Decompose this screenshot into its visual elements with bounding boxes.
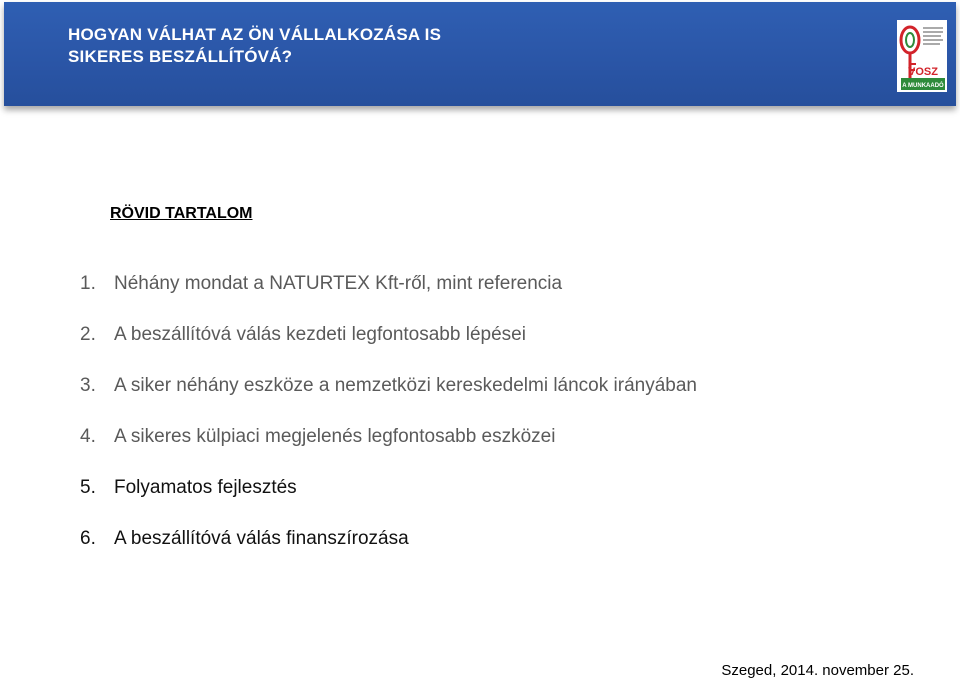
toc-item xyxy=(80,321,697,372)
title-banner xyxy=(4,2,956,106)
toc-item-number: 3. xyxy=(80,375,96,396)
vosz-logo xyxy=(897,20,947,92)
toc-item xyxy=(80,372,697,423)
toc-item-text: A beszállítóvá válás kezdeti legfontosabb lépései xyxy=(114,324,526,345)
toc-item-text: A siker néhány eszköze a nemzetközi kereskedelmi láncok irányában xyxy=(114,375,697,396)
toc-list xyxy=(80,270,697,576)
footer-date: Szeged, 2014. november 25. xyxy=(721,662,914,679)
vosz-key-icon xyxy=(897,20,947,92)
toc-item-number: 1. xyxy=(80,273,96,294)
toc-item xyxy=(80,525,697,576)
slide-title xyxy=(68,24,828,68)
slide-title-line-1: HOGYAN VÁLHAT AZ ÖN VÁLLALKOZÁSA IS xyxy=(68,25,442,44)
toc-item-number: 2. xyxy=(80,324,96,345)
svg-text:A MUNKAADÓ: A MUNKAADÓ xyxy=(902,83,944,89)
svg-text:VOSZ: VOSZ xyxy=(908,66,938,78)
toc-item xyxy=(80,423,697,474)
slide-title-line-2: SIKERES BESZÁLLÍTÓVÁ? xyxy=(68,47,293,66)
toc-item xyxy=(80,270,697,321)
toc-item xyxy=(80,474,697,525)
toc-item-text: Néhány mondat a NATURTEX Kft-ről, mint referencia xyxy=(114,273,563,294)
toc-item-number: 4. xyxy=(80,426,96,447)
toc-heading: RÖVID TARTALOM xyxy=(110,205,253,222)
toc-item-text: Folyamatos fejlesztés xyxy=(114,477,297,498)
toc-item-text: A sikeres külpiaci megjelenés legfontosabb eszközei xyxy=(114,426,556,447)
toc-item-number: 5. xyxy=(80,477,96,498)
toc-item-text: A beszállítóvá válás finanszírozása xyxy=(114,528,409,549)
toc-item-number: 6. xyxy=(80,528,96,549)
